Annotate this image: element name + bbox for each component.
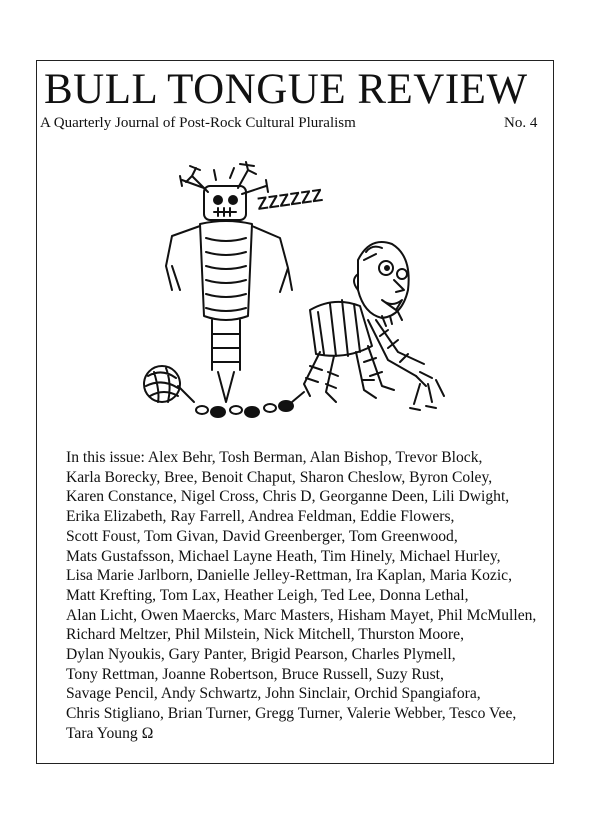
contributors-line: Chris Stigliano, Brian Turner, Gregg Turner, Valerie Webber, Tesco Vee, — [66, 705, 517, 723]
contributors-list — [66, 448, 544, 744]
contributors-line: Karla Borecky, Bree, Benoit Chaput, Sharon Cheslow, Byron Coley, — [66, 468, 493, 486]
contributors-line: Karen Constance, Nigel Cross, Chris D, Georganne Deen, Lili Dwight, — [66, 488, 510, 506]
contributors-line: In this issue: Alex Behr, Tosh Berman, Alan Bishop, Trevor Block, — [66, 449, 483, 466]
contributors-line: Savage Pencil, Andy Schwartz, John Sinclair, Orchid Spangiafora, — [66, 685, 481, 703]
issue-number: No. 4 — [504, 115, 538, 131]
contributors-line: Matt Krefting, Tom Lax, Heather Leigh, Ted Lee, Donna Lethal, — [66, 586, 469, 604]
contributors-line: Richard Meltzer, Phil Milstein, Nick Mitchell, Thurston Moore, — [66, 626, 464, 644]
contributors-line: Scott Foust, Tom Givan, David Greenberger, Tom Greenwood, — [66, 527, 458, 545]
striped-convict-man-icon — [304, 242, 444, 410]
contributors-line: Mats Gustafsson, Michael Layne Heath, Tim Hinely, Michael Hurley, — [66, 547, 501, 565]
contributor-name: Tara Young — [66, 724, 138, 742]
magazine-title: BULL TONGUE REVIEW — [44, 66, 528, 113]
snore-text: ZZZZZZ — [255, 184, 324, 214]
end-mark: Ω — [141, 724, 154, 742]
contributors-line-last — [66, 724, 544, 744]
contributors-line: Erika Elizabeth, Ray Farrell, Andrea Feldman, Eddie Flowers, — [66, 508, 455, 526]
contributors-line: Tony Rettman, Joanne Robertson, Bruce Russell, Suzy Rust, — [66, 665, 444, 683]
contributors-line: Alan Licht, Owen Maercks, Marc Masters, Hisham Mayet, Phil McMullen, — [66, 606, 537, 624]
contributors-line: Dylan Nyoukis, Gary Panter, Brigid Pearson, Charles Plymell, — [66, 646, 456, 664]
cover-illustration — [120, 140, 460, 430]
contributors-line: Lisa Marie Jarlborn, Danielle Jelley-Rettman, Ira Kaplan, Maria Kozic, — [66, 567, 512, 585]
magazine-subtitle: A Quarterly Journal of Post-Rock Cultural Pluralism — [40, 115, 356, 131]
